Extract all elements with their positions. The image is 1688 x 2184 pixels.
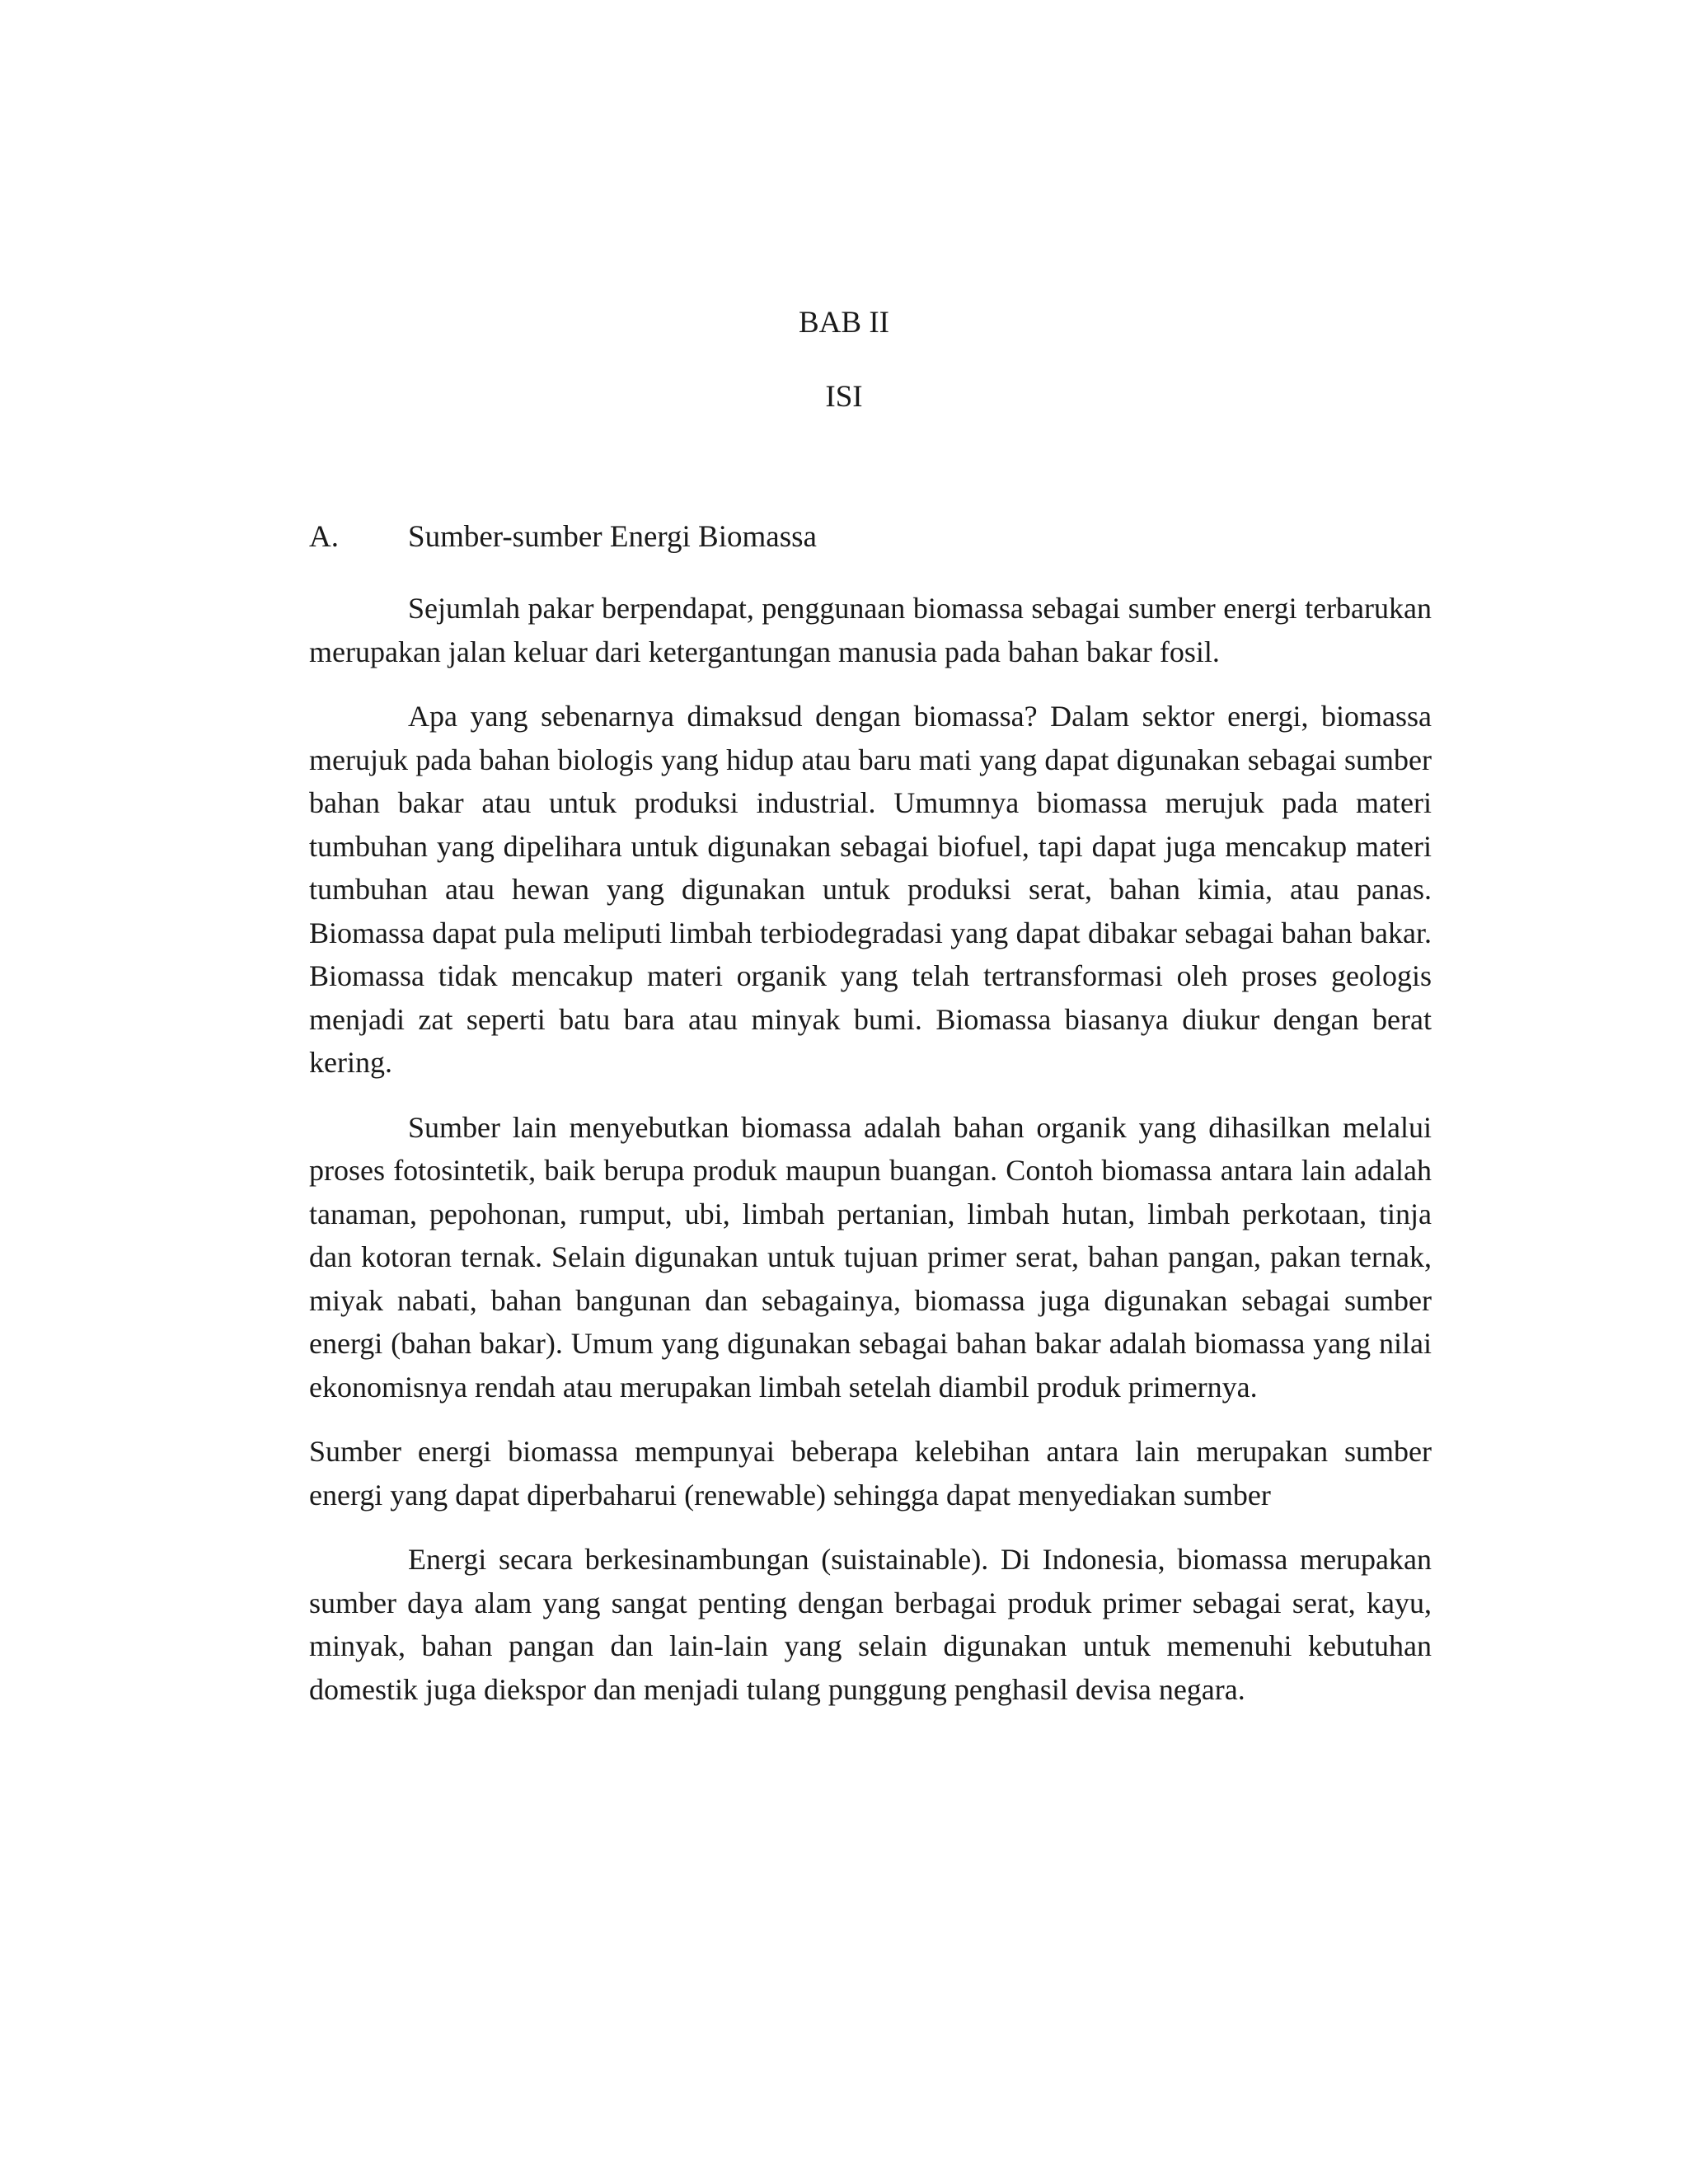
- paragraph-1: Sejumlah pakar berpendapat, penggunaan biomassa sebagai sumber energi terbarukan merupakan jalan keluar dari ketergantungan manusia pada bahan bakar fosil.: [309, 592, 1432, 668]
- paragraph-3: Sumber lain menyebutkan biomassa adalah bahan organik yang dihasilkan melalui proses fotosintetik, baik berupa produk maupun buangan. Contoh biomassa antara lain adalah tanaman, pepohonan, rumput, ubi, limbah pertanian, limbah hutan, limbah perkotaan, tinja dan kotoran ternak. Selain digunakan untuk tujuan primer serat, bahan pangan, pakan ternak, miyak nabati, bahan bangunan dan sebagainya, biomassa juga digunakan sebagai sumber energi (bahan bakar). Umum yang digunakan sebagai bahan bakar adalah biomassa yang nilai ekonomisnya rendah atau merupakan limbah setelah diambil produk primernya.: [309, 1110, 1432, 1404]
- chapter-title: ISI: [825, 380, 863, 414]
- paragraph-2: Apa yang sebenarnya dimaksud dengan biomassa? Dalam sektor energi, biomassa merujuk pada bahan biologis yang hidup atau baru mati yang dapat digunakan sebagai sumber bahan bakar atau untuk produksi industrial. Umumnya biomassa merujuk pada materi tumbuhan yang dipelihara untuk digunakan sebagai biofuel, tapi dapat juga mencakup materi tumbuhan atau hewan yang digunakan untuk produksi serat, bahan kimia, atau panas. Biomassa dapat pula meliputi limbah terbiodegradasi yang dapat dibakar sebagai bahan bakar. Biomassa tidak mencakup materi organik yang telah tertransformasi oleh proses geologis menjadi zat seperti batu bara atau minyak bumi. Biomassa biasanya diukur dengan berat kering.: [309, 700, 1432, 1079]
- paragraph-4: Sumber energi biomassa mempunyai beberapa kelebihan antara lain merupakan sumber energi yang dapat diperbaharui (renewable) sehingga dapat menyediakan sumber: [309, 1435, 1432, 1511]
- section-number: A.: [309, 520, 339, 554]
- section-heading: [309, 518, 817, 557]
- chapter-label: BAB II: [799, 306, 889, 340]
- body-text: [309, 587, 1432, 1732]
- paragraph-5: Energi secara berkesinambungan (suistainable). Di Indonesia, biomassa merupakan sumber daya alam yang sangat penting dengan berbagai produk primer sebagai serat, kayu, minyak, bahan pangan dan lain-lain yang selain digunakan untuk memenuhi kebutuhan domestik juga diekspor dan menjadi tulang punggung penghasil devisa negara.: [309, 1543, 1432, 1706]
- section-title: Sumber-sumber Energi Biomassa: [408, 520, 817, 554]
